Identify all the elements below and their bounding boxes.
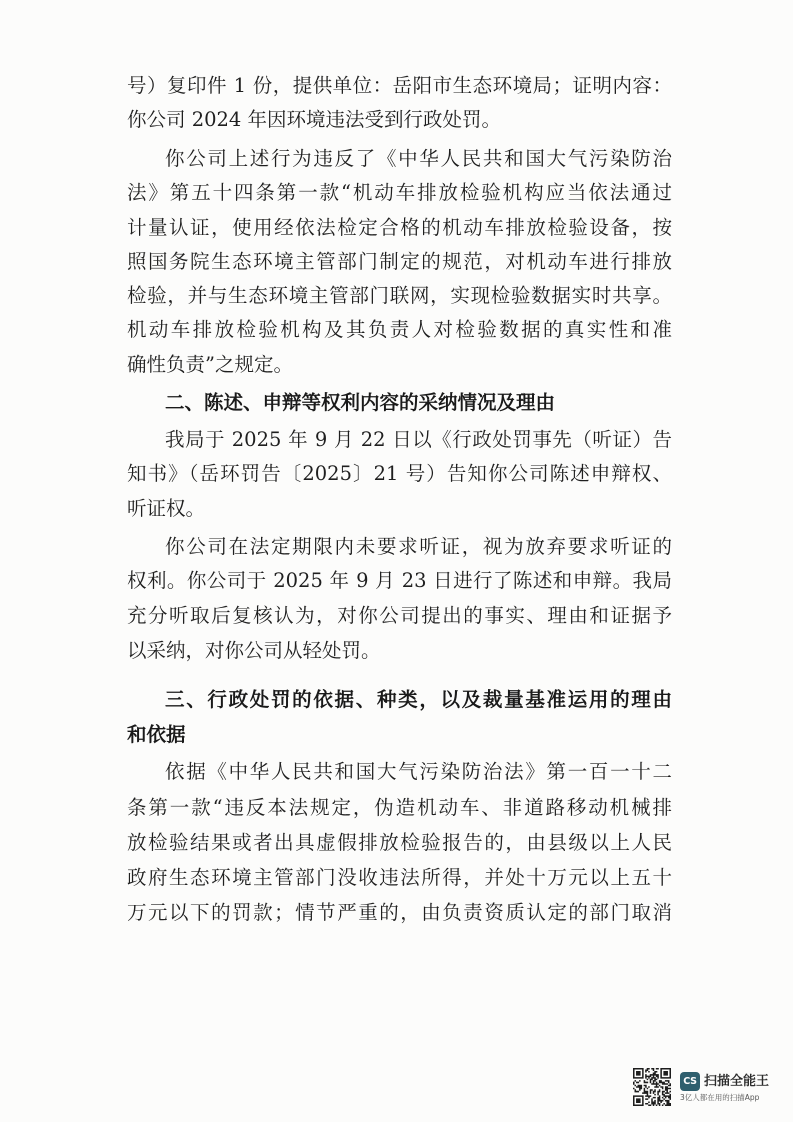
text-line: 放检验结果或者出具虚假排放检验报告的，由县级以上人民	[127, 831, 672, 854]
text-line: 政府生态环境主管部门没收违法所得，并处十万元以上五十	[127, 866, 672, 889]
section-heading: 三、行政处罚的依据、种类，以及裁量基准运用的理由	[165, 688, 672, 711]
text-line: 权利。你公司于 2025 年 9 月 23 日进行了陈述和申辩。我局	[127, 569, 672, 592]
text-line: 检验，并与生态环境主管部门联网，实现检验数据实时共享。	[127, 284, 672, 307]
text-line: 依据《中华人民共和国大气污染防治法》第一百一十二	[165, 760, 672, 783]
text-line: 号）复印件 1 份，提供单位：岳阳市生态环境局；证明内容：	[127, 74, 672, 97]
text-line: 条第一款“违反本法规定，伪造机动车、非道路移动机械排	[127, 796, 672, 819]
text-line: 充分听取后复核认为，对你公司提出的事实、理由和证据予	[127, 604, 672, 627]
text-line: 机动车排放检验机构及其负责人对检验数据的真实性和准	[127, 318, 672, 341]
section-heading: 二、陈述、申辩等权利内容的采纳情况及理由	[165, 391, 556, 414]
text-line: 计量认证，使用经依法检定合格的机动车排放检验设备，按	[127, 216, 672, 239]
section-heading-continued: 和依据	[127, 723, 186, 746]
qr-code-icon	[633, 1068, 671, 1106]
camscanner-logo-icon: CS	[680, 1072, 700, 1091]
text-line: 照国务院生态环境主管部门制定的规范，对机动车进行排放	[127, 250, 672, 273]
text-line: 以采纳，对你公司从轻处罚。	[127, 639, 381, 662]
text-line: 知书》（岳环罚告〔2025〕21 号）告知你公司陈述申辩权、	[127, 462, 672, 485]
text-line: 我局于 2025 年 9 月 22 日以《行政处罚事先（听证）告	[165, 428, 672, 451]
scanner-app-name: 扫描全能王	[704, 1074, 770, 1089]
text-line: 你公司在法定期限内未要求听证，视为放弃要求听证的	[165, 535, 672, 558]
text-line: 法》第五十四条第一款“机动车排放检验机构应当依法通过	[127, 181, 672, 204]
scanner-tagline: 3亿人都在用的扫描App	[680, 1093, 760, 1102]
text-line: 万元以下的罚款；情节严重的，由负责资质认定的部门取消	[127, 901, 672, 924]
text-line: 听证权。	[127, 497, 206, 520]
text-line: 你公司上述行为违反了《中华人民共和国大气污染防治	[165, 147, 672, 170]
text-line: 确性负责”之规定。	[127, 353, 293, 376]
text-line: 你公司 2024 年因环境违法受到行政处罚。	[127, 108, 502, 131]
